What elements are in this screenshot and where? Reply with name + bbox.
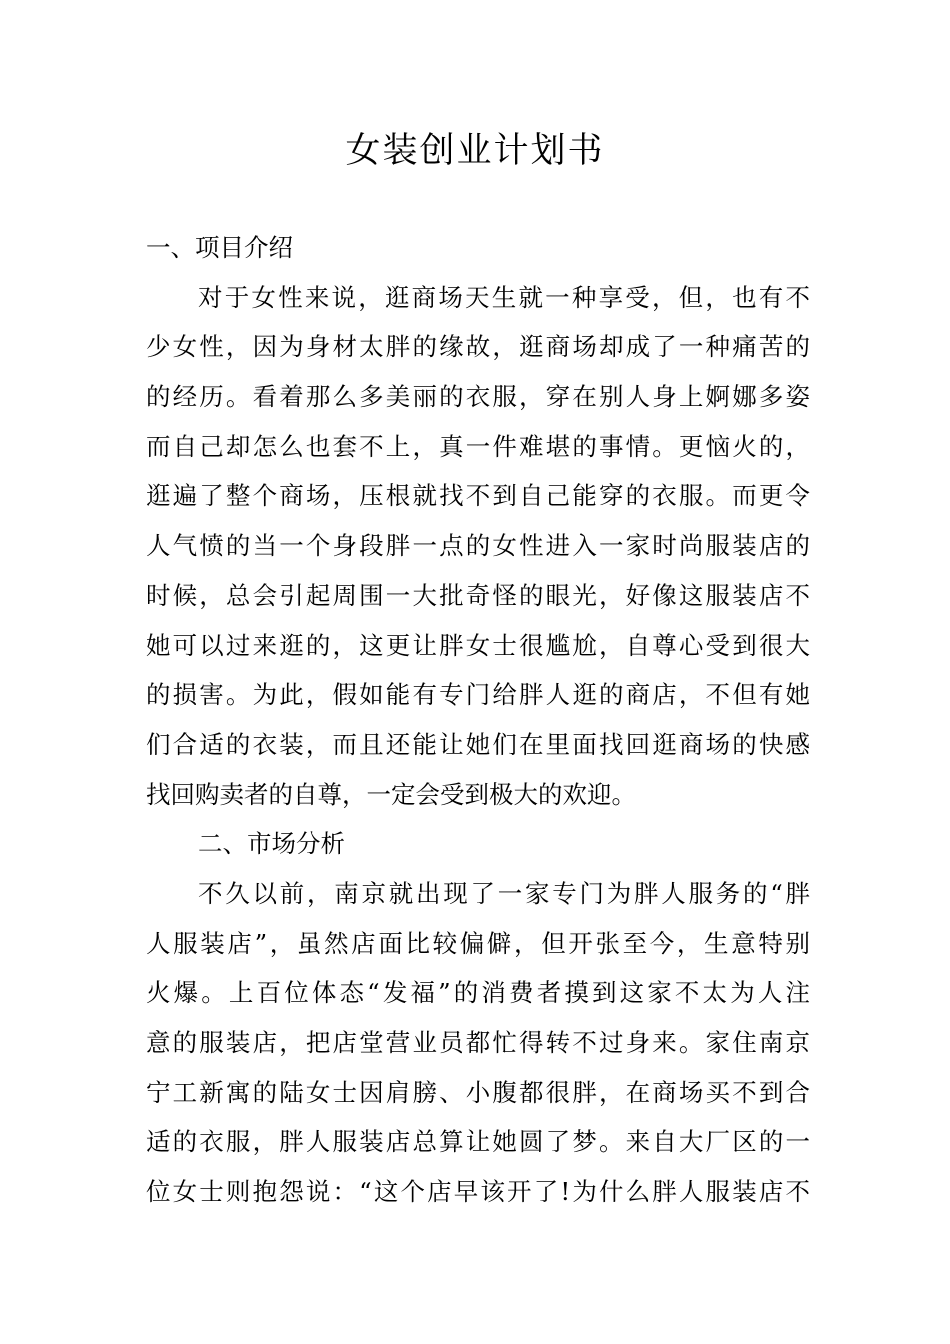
paragraph-line: 逛遍了整个商场，压根就找不到自己能穿的衣服。而更令 (146, 481, 810, 511)
paragraph-line: 们合适的衣装，而且还能让她们在里面找回逛商场的快感 (146, 729, 810, 759)
paragraph-line: 宁工新寓的陆女士因肩膀、小腹都很胖，在商场买不到合 (146, 1077, 810, 1107)
paragraph-line: 人服装店”，虽然店面比较偏僻，但开张至今，生意特别 (146, 928, 810, 958)
paragraph-line: 时候，总会引起周围一大批奇怪的眼光，好像这服装店不 (146, 580, 810, 610)
paragraph-line: 火爆。上百位体态“发福”的消费者摸到这家不太为人注 (146, 978, 810, 1008)
document-title: 女装创业计划书 (345, 131, 605, 171)
paragraph-line: 不久以前，南京就出现了一家专门为胖人服务的“胖 (198, 878, 810, 908)
paragraph-line: 人气愤的当一个身段胖一点的女性进入一家时尚服装店的 (146, 531, 810, 561)
paragraph-line: 少女性，因为身材太胖的缘故，逛商场却成了一种痛苦的 (146, 332, 810, 362)
section-heading-market-analysis: 二、市场分析 (198, 829, 345, 859)
document-body (146, 223, 810, 1217)
paragraph-line: 对于女性来说，逛商场天生就一种享受，但，也有不 (198, 282, 810, 312)
paragraph-line: 适的衣服，胖人服装店总算让她圆了梦。来自大厂区的一 (146, 1127, 810, 1157)
section-paragraph-market-analysis (146, 869, 810, 1217)
paragraph-line: 位女士则抱怨说：“这个店早该开了!为什么胖人服装店不 (146, 1177, 810, 1207)
paragraph-line: 的经历。看着那么多美丽的衣服，穿在别人身上婀娜多姿 (146, 382, 810, 412)
section-paragraph-project-intro (146, 273, 810, 820)
paragraph-line: 找回购卖者的自尊，一定会受到极大的欢迎。 (146, 779, 636, 809)
paragraph-line: 的损害。为此，假如能有专门给胖人逛的商店，不但有她 (146, 680, 810, 710)
section-heading-project-intro: 一、项目介绍 (146, 233, 293, 262)
paragraph-line: 她可以过来逛的，这更让胖女士很尴尬，自尊心受到很大 (146, 630, 810, 660)
paragraph-line: 而自己却怎么也套不上，真一件难堪的事情。更恼火的， (146, 431, 810, 461)
paragraph-line: 意的服装店，把店堂营业员都忙得转不过身来。家住南京 (146, 1028, 810, 1057)
